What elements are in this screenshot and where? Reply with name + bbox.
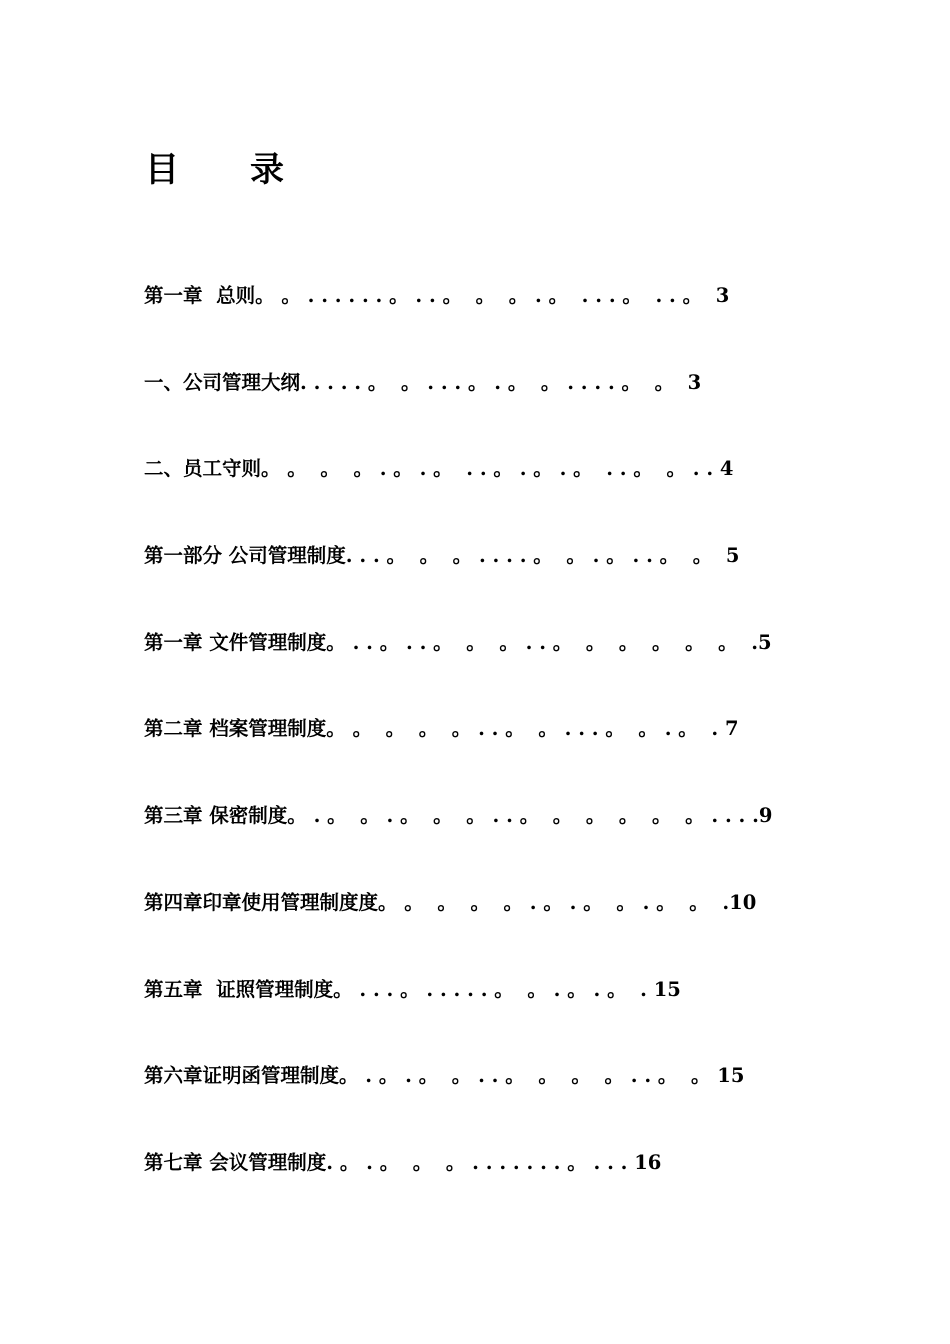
toc-entry: 第七章 会议管理制度. 。 . 。 。 。 . . . . . . . 。 . . . 16	[144, 1150, 662, 1174]
toc-entry: 第一章 文件管理制度。 . . 。 . . 。 。 。 . . 。 。 。 。 。 。 .5	[144, 630, 772, 654]
toc-entry: 第二章 档案管理制度。 。 。 。 。 . . 。 。 . . . 。 。 . 。 . 7	[144, 717, 739, 741]
toc-entry: 第五章 证照管理制度。 . . . 。 . . . . . 。 。 . 。 . 。 . 15	[144, 977, 681, 1001]
toc-entry: 第一章 总则。 。 . . . . . . 。 . . 。 。 。 . 。 . . . 。 . . 。 3	[144, 284, 730, 307]
toc-list	[144, 280, 772, 1234]
toc-entry: 二、员工守则。 。 。 。 . 。 . 。 . . 。 . 。 . 。 . . 。 。 . . 4	[144, 457, 734, 481]
toc-entry: 第三章 保密制度。 . 。 。 . 。 。 。 . . 。 。 。 。 。 。 . . . .9	[144, 804, 773, 828]
toc-entry: 第六章证明函管理制度。 . 。 . 。 。 . . 。 。 。 。 . . 。 。 15	[144, 1064, 745, 1088]
toc-entry: 一、公司管理大纲. . . . . 。 。 . . . 。 . 。 。 . . . . 。 。 3	[144, 370, 702, 394]
toc-title: 目 录	[145, 150, 285, 190]
toc-entry: 第四章印章使用管理制度度。 。 。 。 。 . 。 . 。 。 . 。 。 .10	[144, 890, 757, 914]
toc-entry: 第一部分 公司管理制度. . . 。 。 。 . . . . 。 。 . 。 . . 。 。 5	[144, 544, 740, 568]
